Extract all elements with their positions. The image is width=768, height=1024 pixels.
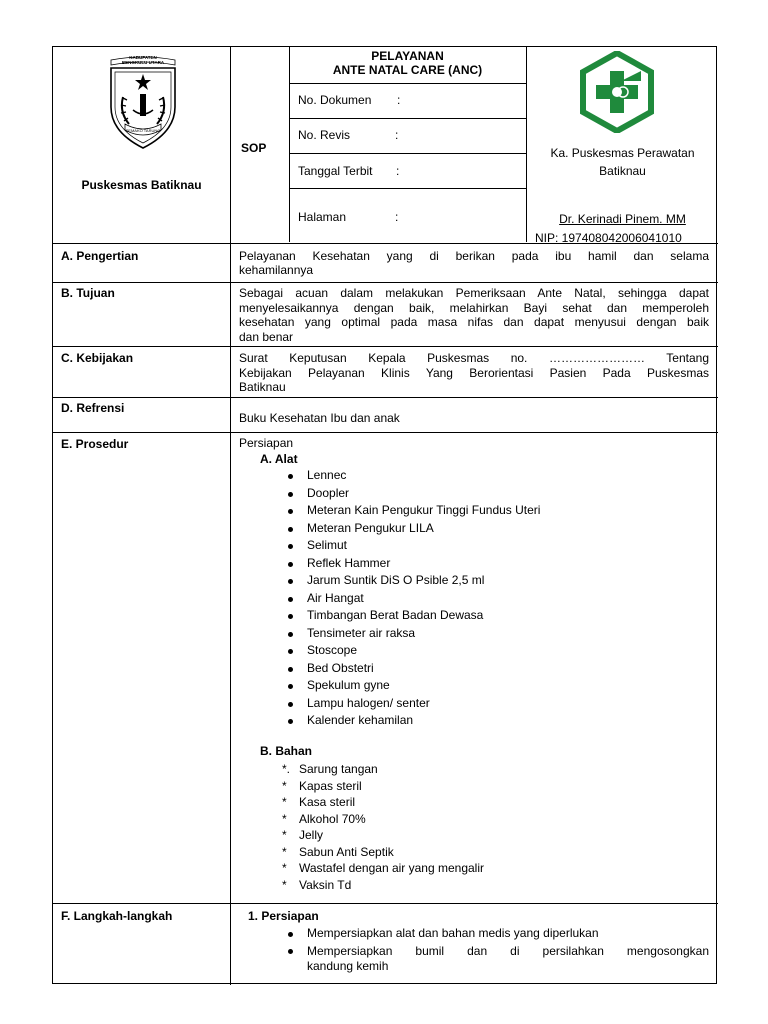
text-line: Pelayanan Kesehatan yang di berikan pada ibu hamil dan selama <box>239 249 709 263</box>
bullet-icon <box>288 597 293 602</box>
head-title-line: Batiknau <box>599 164 646 178</box>
text-pengertian <box>239 249 709 277</box>
label-kebijakan: C. Kebijakan <box>61 351 134 365</box>
bullet-icon <box>288 562 293 567</box>
bahan-item: Sabun Anti Septik <box>299 844 394 859</box>
bahan-item: Kapas steril <box>299 778 362 793</box>
label-tujuan: B. Tujuan <box>61 286 115 300</box>
puskesmas-name: Puskesmas Batiknau <box>81 178 202 192</box>
langkah-item: Mempersiapkan alat dan bahan medis yang diperlukan <box>307 926 599 940</box>
alat-item: Jarum Suntik DiS O Psible 2,5 ml <box>307 573 485 587</box>
text-line: Batiknau <box>239 380 286 394</box>
sop-document <box>52 46 717 984</box>
bahan-mark: * <box>282 795 287 809</box>
label-referensi: D. Refrensi <box>61 401 125 415</box>
bahan-item: Wastafel dengan air yang mengalir <box>299 861 484 875</box>
bullet-icon <box>288 527 293 532</box>
prosedur-intro: Persiapan <box>239 436 294 450</box>
row-divider <box>53 282 718 283</box>
alat-item: Kalender kehamilan <box>307 713 414 727</box>
field-divider <box>289 153 526 154</box>
label-langkah: F. Langkah-langkah <box>61 909 173 923</box>
bahan-mark: *. <box>282 762 291 776</box>
bullet-icon <box>288 702 293 707</box>
text-line: Mempersiapkan bumil dan di persilahkan mengosongkan <box>307 944 709 958</box>
bullet-icon <box>288 474 293 479</box>
alat-item: Lennec <box>307 468 347 482</box>
bahan-item: Vaksin Td <box>299 877 352 892</box>
regency-logo <box>103 52 183 152</box>
head-title <box>527 144 718 180</box>
bahan-mark: * <box>282 861 287 875</box>
svg-text:KABUPATEN: KABUPATEN <box>129 55 157 60</box>
text-kebijakan <box>239 351 709 395</box>
bullet-icon <box>288 509 293 514</box>
bahan-mark: * <box>282 877 287 892</box>
head-name: Dr. Kerinadi Pinem. MM <box>559 212 686 226</box>
alat-item: Doopler <box>307 485 350 500</box>
alat-item: Tensimeter air raksa <box>307 625 416 640</box>
field-label: Tanggal Terbit <box>298 164 373 178</box>
alat-item: Meteran Kain Pengukur Tinggi Fundus Uteri <box>307 503 541 517</box>
text-line: Kebijakan Pelayanan Klinis Yang Berorientasi Pasien Pada Puskesmas <box>239 365 709 380</box>
sop-title <box>289 49 526 77</box>
bullet-icon <box>288 492 293 497</box>
field-sep: : <box>395 128 399 142</box>
bullet-icon <box>288 544 293 549</box>
alat-item: Reflek Hammer <box>307 555 391 570</box>
field-sep: : <box>396 164 400 178</box>
bullet-icon <box>288 632 293 637</box>
label-prosedur: E. Prosedur <box>61 437 129 451</box>
text-line: Surat Keputusan Kepala Puskesmas no. …………………… Tentang <box>239 351 709 365</box>
field-halaman <box>298 210 399 224</box>
langkah-heading: 1. Persiapan <box>248 909 319 923</box>
bullet-icon <box>288 667 293 672</box>
field-sep: : <box>395 210 399 224</box>
text-tujuan <box>239 286 709 344</box>
text-line: kehamilannya <box>239 263 314 277</box>
field-no-revisi <box>298 128 399 142</box>
field-divider <box>289 188 526 189</box>
bahan-item: Kasa steril <box>299 795 356 809</box>
alat-item: Lampu halogen/ senter <box>307 695 430 710</box>
head-title-line: Ka. Puskesmas Perawatan <box>550 146 695 160</box>
title-underline <box>289 83 526 84</box>
text-line: kesehatan yang optimal pada masa nifas dan dapat menyusui dengan baik <box>239 315 709 329</box>
alat-item: Selimut <box>307 538 348 552</box>
logo-banner: SEMAKO TARUNG <box>125 128 161 133</box>
row-divider <box>53 397 718 398</box>
bullet-icon <box>288 949 293 954</box>
bahan-item: Alkohol 70% <box>299 811 366 826</box>
bullet-icon <box>288 579 293 584</box>
field-label: No. Revis <box>298 128 351 142</box>
head-nip: NIP: 197408042006041010 <box>535 231 682 245</box>
bahan-mark: * <box>282 844 287 859</box>
alat-item: Timbangan Berat Badan Dewasa <box>307 608 484 622</box>
text-line: menyelesaikannya dengan baik, melahirkan Bayi sehat dan memperoleh <box>239 300 709 315</box>
field-tanggal-terbit <box>298 164 400 178</box>
alat-item: Bed Obstetri <box>307 660 374 675</box>
text-line: Sebagai acuan dalam melakukan Pemeriksaan Ante Natal, sehingga dapat <box>239 286 709 300</box>
field-no-dokumen <box>298 93 401 107</box>
field-divider <box>289 118 526 119</box>
bahan-item: Sarung tangan <box>299 762 378 776</box>
alat-heading: A. Alat <box>260 452 298 466</box>
text-referensi: Buku Kesehatan Ibu dan anak <box>239 411 400 425</box>
text-line: dan benar <box>239 329 294 344</box>
text-line: kandung kemih <box>307 959 389 973</box>
puskesmas-logo-icon <box>579 51 655 133</box>
bullet-icon <box>288 649 293 654</box>
bahan-mark: * <box>282 778 287 793</box>
bullet-icon <box>288 719 293 724</box>
alat-item: Air Hangat <box>307 590 364 605</box>
bullet-icon <box>288 684 293 689</box>
alat-item: Spekulum gyne <box>307 678 390 692</box>
langkah-item <box>307 944 709 974</box>
field-label: No. Dokumen <box>298 93 372 107</box>
title-line: ANTE NATAL CARE (ANC) <box>332 63 483 77</box>
bahan-heading: B. Bahan <box>260 744 313 758</box>
bahan-mark: * <box>282 828 287 842</box>
alat-item: Stoscope <box>307 643 358 657</box>
alat-item: Meteran Pengukur LILA <box>307 520 434 535</box>
column-divider <box>230 47 231 985</box>
field-label: Halaman <box>298 210 347 224</box>
bullet-icon <box>288 614 293 619</box>
field-sep: : <box>397 93 401 107</box>
bahan-item: Jelly <box>299 828 324 842</box>
label-pengertian: A. Pengertian <box>61 249 139 263</box>
row-divider <box>53 346 718 347</box>
svg-text:BENGKULU UTARA: BENGKULU UTARA <box>121 60 165 65</box>
row-divider <box>53 432 718 433</box>
bullet-icon <box>288 932 293 937</box>
title-line: PELAYANAN <box>371 49 444 63</box>
bahan-mark: * <box>282 811 287 826</box>
sop-label: SOP <box>241 141 267 155</box>
row-divider <box>53 903 718 904</box>
